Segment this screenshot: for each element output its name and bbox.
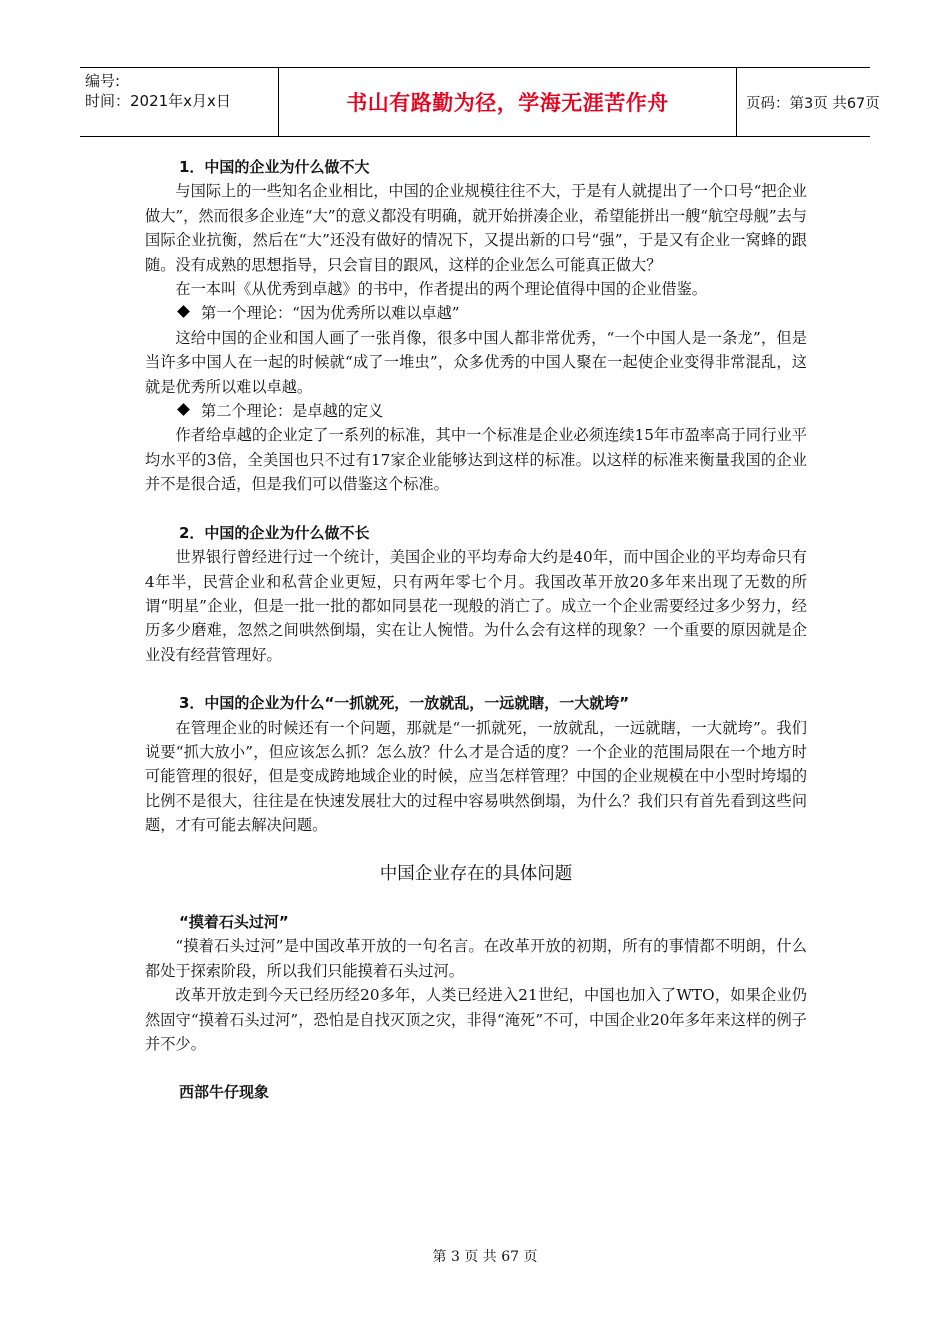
header-meta: [80, 68, 278, 136]
page-footer: 第 3 页 共 67 页: [432, 1249, 538, 1265]
page-header: [80, 67, 880, 137]
section-1-paragraph-4: 作者给卓越的企业定了一系列的标准，其中一个标准是企业必须连续15年市盈率高于同行业平均水平的3倍，全美国也只不过有17家企业能够达到这样的标准。以这样的标准来衡量我国的企业并不是很合适，但是我们可以借鉴这个标准。: [145, 426, 807, 494]
section-1-paragraph-1: 与国际上的一些知名企业相比，中国的企业规模往往不大，于是有人就提出了一个口号“把企业做大”，然而很多企业连“大”的意义都没有明确，就开始拼凑企业，希望能拼出一艘“航空母舰”去与国际企业抗衡，然后在“大”还没有做好的情况下，又提出新的口号“强”，于是又有企业一窝蜂的跟随。没有成熟的思想指导，只会盲目的跟风，这样的企业怎么可能真正做大？: [145, 182, 807, 274]
section-2-title: 2．中国的企业为什么做不长: [179, 523, 370, 542]
section-4-title: “摸着石头过河”: [179, 912, 289, 931]
header-motto-cell: [278, 68, 737, 136]
section-3-title: 3．中国的企业为什么“一抓就死，一放就乱，一远就瞎，一大就垮”: [179, 694, 630, 713]
section-4-paragraph-2: 改革开放走到今天已经历经20多年，人类已经进入21世纪，中国也加入了WTO，如果企业仍然固守“摸着石头过河”，恐怕是自找灭顶之灾，非得“淹死”不可，中国企业20年多年来这样的例子并不少。: [145, 986, 807, 1053]
section-1-title: 1．中国的企业为什么做不大: [179, 158, 370, 176]
main-section-title: 中国企业存在的具体问题: [379, 863, 573, 884]
header-motto: 书山有路勤为径，学海无涯苦作舟: [346, 91, 669, 115]
header-page-info: 页码：第3页 共67页: [746, 95, 880, 112]
theory-2-text: 第二个理论：是卓越的定义: [201, 402, 384, 421]
section-5-title: 西部牛仔现象: [179, 1083, 270, 1102]
section-2-paragraph-1: 世界银行曾经进行过一个统计，美国企业的平均寿命大约是40年，而中国企业的平均寿命只有4年半，民营企业和私营企业更短，只有两年零七个月。我国改革开放20多年来出现了无数的所谓“明星”企业，但是一批一批的都如同昙花一现般的消亡了。成立一个企业需要经过多少努力，经历多少磨难，忽然之间哄然倒塌，实在让人惋惜。为什么会有这样的现象？一个重要的原因就是企业没有经营管理好。: [145, 548, 807, 664]
section-1-paragraph-3: 这给中国的企业和国人画了一张肖像，很多中国人都非常优秀，“一个中国人是一条龙”，但是当许多中国人在一起的时候就“成了一堆虫”，众多优秀的中国人聚在一起使企业变得非常混乱，这就是优秀所以难以卓越。: [145, 328, 807, 396]
document-body: [145, 155, 807, 1105]
header-date: 时间：2021年x月x日: [85, 92, 231, 110]
section-4-paragraph-1: “摸着石头过河”是中国改革开放的一句名言。在改革开放的初期，所有的事情都不明朗，什么都处于探索阶段，所以我们只能摸着石头过河。: [145, 937, 807, 980]
theory-1-text: 第一个理论：“因为优秀所以难以卓越”: [201, 304, 460, 323]
section-1-paragraph-2: 在一本叫《从优秀到卓越》的书中，作者提出的两个理论值得中国的企业借鉴。: [175, 280, 707, 299]
theory-1-bullet: [145, 301, 807, 325]
section-3-paragraph-1: 在管理企业的时候还有一个问题，那就是“一抓就死，一放就乱，一远就瞎，一大就垮”。我们说要“抓大放小”，但应该怎么抓？怎么放？什么才是合适的度？一个企业的范围局限在一个地方时可能管理的很好，但是变成跨地域企业的时候，应当怎样管理？中国的企业规模在中小型时垮塌的比例不是很大，往往是在快速发展壮大的过程中容易哄然倒塌，为什么？我们只有首先看到这些问题，才有可能去解决问题。: [145, 718, 807, 835]
theory-2-bullet: [145, 399, 807, 423]
header-number-label: 编号:: [85, 72, 121, 90]
